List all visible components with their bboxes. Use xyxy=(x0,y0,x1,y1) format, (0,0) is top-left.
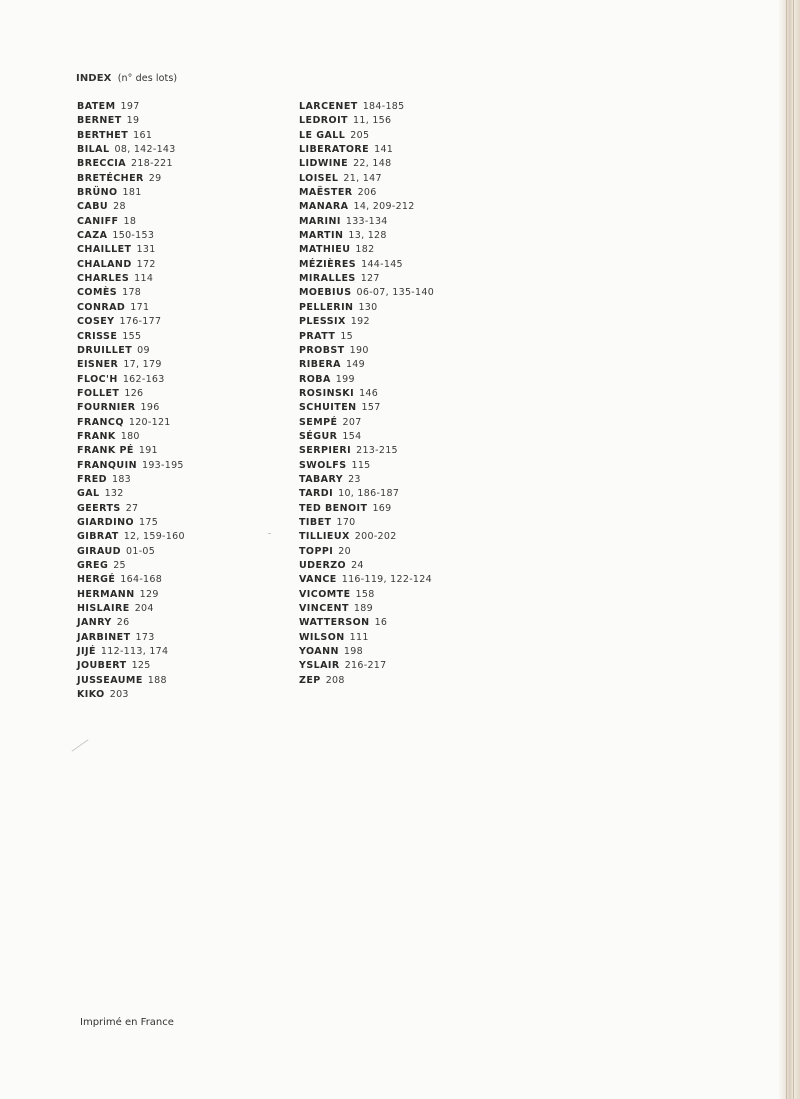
index-entry xyxy=(299,430,434,444)
lot-numbers: 132 xyxy=(104,488,124,500)
artist-name: GAL xyxy=(77,488,100,500)
artist-name: MÉZIÈRES xyxy=(299,258,357,270)
index-entry xyxy=(77,545,185,559)
index-entry xyxy=(299,301,434,315)
artist-name: PROBST xyxy=(299,344,345,356)
artist-name: MANARA xyxy=(299,201,349,213)
artist-name: LE GALL xyxy=(299,129,346,141)
lot-numbers: 14, 209-212 xyxy=(353,201,415,213)
artist-name: WATTERSON xyxy=(299,617,370,629)
lot-numbers: 193-195 xyxy=(141,459,184,471)
artist-name: MAËSTER xyxy=(299,187,353,199)
lot-numbers: 181 xyxy=(122,187,142,199)
lot-numbers: 24 xyxy=(351,560,364,571)
lot-numbers: 184-185 xyxy=(362,101,405,112)
binding-line xyxy=(786,0,787,1099)
artist-name: GIARDINO xyxy=(77,516,135,528)
index-entry xyxy=(299,616,434,630)
lot-numbers: 150-153 xyxy=(112,230,155,242)
index-entry xyxy=(299,186,434,200)
lot-numbers: 178 xyxy=(122,287,142,299)
lot-numbers: 155 xyxy=(122,330,142,342)
lot-numbers: 180 xyxy=(120,430,140,442)
lot-numbers: 26 xyxy=(116,617,130,629)
artist-name: HERGÉ xyxy=(77,574,116,586)
index-entry xyxy=(77,200,185,214)
index-entry xyxy=(77,373,185,387)
artist-name: SCHUITEN xyxy=(299,402,357,414)
index-entry xyxy=(299,129,434,143)
lot-numbers: 116-119, 122-124 xyxy=(341,574,432,586)
index-entry xyxy=(77,243,185,257)
artist-name: CONRAD xyxy=(77,301,126,313)
lot-numbers: 12, 159-160 xyxy=(123,531,185,543)
lot-numbers: 20 xyxy=(338,545,351,557)
index-entry xyxy=(77,459,185,473)
index-entry xyxy=(77,487,185,501)
lot-numbers: 01-05 xyxy=(126,545,156,557)
artist-name: BATEM xyxy=(77,101,116,112)
artist-name: LIBERATORE xyxy=(299,144,370,156)
lot-numbers: 216-217 xyxy=(344,660,387,672)
lot-numbers: 129 xyxy=(139,588,159,600)
lot-numbers: 208 xyxy=(325,674,345,686)
artist-name: CRISSE xyxy=(77,330,118,342)
index-entry xyxy=(299,387,434,401)
index-entry xyxy=(77,559,185,573)
lot-numbers: 120-121 xyxy=(128,416,171,428)
index-entry xyxy=(77,100,185,114)
lot-numbers: 19 xyxy=(126,115,140,127)
lot-numbers: 197 xyxy=(120,101,140,112)
artist-name: BERTHET xyxy=(77,129,129,141)
lot-numbers: 09 xyxy=(137,344,150,356)
index-column-left xyxy=(77,100,185,702)
artist-name: MIRALLES xyxy=(299,273,356,285)
index-entry xyxy=(299,473,434,487)
lot-numbers: 141 xyxy=(374,144,394,156)
index-entry xyxy=(299,674,434,688)
lot-numbers: 203 xyxy=(109,689,129,701)
artist-name: SWOLFS xyxy=(299,459,347,471)
index-entry xyxy=(77,616,185,630)
artist-name: BERNET xyxy=(77,115,122,127)
artist-name: VICOMTE xyxy=(299,588,351,600)
index-entry xyxy=(77,301,185,315)
artist-name: BRETÉCHER xyxy=(77,172,144,184)
lot-numbers: 173 xyxy=(135,631,155,643)
lot-numbers: 111 xyxy=(349,631,369,643)
artist-name: HERMANN xyxy=(77,588,135,600)
artist-name: FOLLET xyxy=(77,387,120,399)
artist-name: FRANQUIN xyxy=(77,459,137,471)
index-entry xyxy=(299,258,434,272)
scan-mark xyxy=(72,739,89,751)
index-entry xyxy=(299,401,434,415)
lot-numbers: 176-177 xyxy=(119,316,162,328)
artist-name: TILLIEUX xyxy=(299,531,350,543)
artist-name: CHARLES xyxy=(77,273,130,285)
lot-numbers: 191 xyxy=(138,445,158,457)
lot-numbers: 154 xyxy=(342,430,362,442)
index-entry xyxy=(77,315,185,329)
artist-name: TIBET xyxy=(299,516,332,528)
artist-name: MARTIN xyxy=(299,230,344,242)
artist-name: FLOC'H xyxy=(77,373,118,385)
scan-mark xyxy=(268,533,271,534)
lot-numbers: 198 xyxy=(343,646,363,658)
index-entry xyxy=(77,430,185,444)
artist-name: ROSINSKI xyxy=(299,387,355,399)
index-entry xyxy=(77,286,185,300)
lot-numbers: 189 xyxy=(353,603,373,615)
index-entry xyxy=(77,602,185,616)
artist-name: FRED xyxy=(77,473,107,485)
index-entry xyxy=(299,502,434,516)
index-entry xyxy=(77,330,185,344)
index-entry xyxy=(299,659,434,673)
index-entry xyxy=(77,645,185,659)
index-entry xyxy=(77,401,185,415)
artist-name: JUSSEAUME xyxy=(77,674,143,686)
artist-name: GEERTS xyxy=(77,502,121,514)
lot-numbers: 115 xyxy=(351,459,371,471)
printed-in-note: Imprimé en France xyxy=(80,1017,174,1028)
index-entry xyxy=(299,200,434,214)
artist-name: TARDI xyxy=(299,488,334,500)
lot-numbers: 127 xyxy=(360,273,380,285)
lot-numbers: 157 xyxy=(361,402,381,414)
lot-numbers: 114 xyxy=(134,273,154,285)
lot-numbers: 170 xyxy=(336,516,356,528)
lot-numbers: 06-07, 135-140 xyxy=(356,287,435,299)
index-entry xyxy=(77,631,185,645)
lot-numbers: 21, 147 xyxy=(343,172,382,184)
lot-numbers: 125 xyxy=(131,660,151,672)
artist-name: PRATT xyxy=(299,330,336,342)
index-entry xyxy=(299,100,434,114)
index-entry xyxy=(77,516,185,530)
artist-name: YSLAIR xyxy=(299,660,340,672)
index-entry xyxy=(299,416,434,430)
artist-name: TED BENOIT xyxy=(299,502,368,514)
index-entry xyxy=(299,444,434,458)
lot-numbers: 144-145 xyxy=(361,258,403,270)
artist-name: CABU xyxy=(77,201,109,213)
lot-numbers: 162-163 xyxy=(122,373,165,385)
index-entry xyxy=(299,530,434,544)
index-entry xyxy=(77,258,185,272)
artist-name: TOPPI xyxy=(299,545,334,557)
lot-numbers: 172 xyxy=(136,258,156,270)
artist-name: LEDROIT xyxy=(299,115,348,127)
page-binding-edge xyxy=(778,0,800,1099)
artist-name: MOEBIUS xyxy=(299,287,352,299)
artist-name: MATHIEU xyxy=(299,244,351,256)
index-entry xyxy=(299,229,434,243)
lot-numbers: 15 xyxy=(340,330,354,342)
lot-numbers: 188 xyxy=(147,674,167,686)
artist-name: HISLAIRE xyxy=(77,603,130,615)
index-entry xyxy=(299,143,434,157)
lot-numbers: 146 xyxy=(359,387,379,399)
artist-name: SERPIERI xyxy=(299,445,352,457)
artist-name: GREG xyxy=(77,560,109,571)
lot-numbers: 190 xyxy=(349,344,369,356)
index-entry xyxy=(299,588,434,602)
artist-name: CANIFF xyxy=(77,215,119,227)
index-entry xyxy=(77,114,185,128)
artist-name: COMÈS xyxy=(77,287,118,299)
artist-name: CAZA xyxy=(77,230,108,242)
artist-name: FRANCQ xyxy=(77,416,124,428)
artist-name: VINCENT xyxy=(299,603,349,615)
index-entry xyxy=(299,373,434,387)
artist-name: FOURNIER xyxy=(77,402,136,414)
index-entry xyxy=(77,688,185,702)
index-entry xyxy=(77,157,185,171)
lot-numbers: 213-215 xyxy=(356,445,398,457)
lot-numbers: 207 xyxy=(342,416,362,428)
artist-name: FRANK PÉ xyxy=(77,445,134,457)
lot-numbers: 131 xyxy=(136,244,156,256)
lot-numbers: 13, 128 xyxy=(348,230,387,242)
lot-numbers: 175 xyxy=(139,516,159,528)
index-entry xyxy=(299,631,434,645)
index-column-right xyxy=(299,100,434,688)
artist-name: WILSON xyxy=(299,631,345,643)
artist-name: LOISEL xyxy=(299,172,339,184)
index-entry xyxy=(77,674,185,688)
lot-numbers: 27 xyxy=(125,502,139,514)
artist-name: DRUILLET xyxy=(77,344,133,356)
index-entry xyxy=(299,602,434,616)
index-entry xyxy=(299,243,434,257)
lot-numbers: 171 xyxy=(130,301,150,313)
lot-numbers: 200-202 xyxy=(354,531,397,543)
index-entry xyxy=(77,416,185,430)
lot-numbers: 16 xyxy=(374,617,388,629)
lot-numbers: 23 xyxy=(348,473,361,485)
index-entry xyxy=(299,358,434,372)
lot-numbers: 08, 142-143 xyxy=(114,144,176,156)
artist-name: BRECCIA xyxy=(77,158,127,170)
index-entry xyxy=(299,157,434,171)
lot-numbers: 158 xyxy=(355,588,375,600)
lot-numbers: 17, 179 xyxy=(123,359,162,371)
artist-name: KIKO xyxy=(77,689,105,701)
artist-name: UDERZO xyxy=(299,560,347,571)
lot-numbers: 112-113, 174 xyxy=(100,646,169,658)
index-entry xyxy=(77,530,185,544)
index-entry xyxy=(299,172,434,186)
lot-numbers: 18 xyxy=(123,215,137,227)
lot-numbers: 130 xyxy=(358,301,378,313)
index-entry xyxy=(77,387,185,401)
lot-numbers: 192 xyxy=(350,316,370,328)
lot-numbers: 126 xyxy=(124,387,144,399)
lot-numbers: 29 xyxy=(148,172,162,184)
index-subtitle: (n° des lots) xyxy=(117,73,178,84)
artist-name: RIBERA xyxy=(299,359,341,371)
index-entry xyxy=(299,272,434,286)
lot-numbers: 149 xyxy=(345,359,365,371)
lot-numbers: 182 xyxy=(355,244,375,256)
index-entry xyxy=(77,588,185,602)
index-entry xyxy=(299,215,434,229)
lot-numbers: 161 xyxy=(133,129,153,141)
index-entry xyxy=(77,659,185,673)
lot-numbers: 218-221 xyxy=(131,158,173,170)
artist-name: SÉGUR xyxy=(299,430,338,442)
index-entry xyxy=(77,143,185,157)
artist-name: YOANN xyxy=(299,646,339,658)
index-entry xyxy=(77,473,185,487)
lot-numbers: 25 xyxy=(113,560,126,571)
lot-numbers: 204 xyxy=(134,603,154,615)
artist-name: PELLERIN xyxy=(299,301,354,313)
lot-numbers: 183 xyxy=(111,473,132,485)
lot-numbers: 28 xyxy=(113,201,126,213)
artist-name: FRANK xyxy=(77,430,116,442)
index-entry xyxy=(77,358,185,372)
artist-name: VANCE xyxy=(299,574,337,586)
artist-name: LARCENET xyxy=(299,101,358,112)
index-title: INDEX xyxy=(76,73,112,84)
artist-name: LIDWINE xyxy=(299,158,349,170)
artist-name: GIBRAT xyxy=(77,531,119,543)
lot-numbers: 22, 148 xyxy=(353,158,392,170)
lot-numbers: 196 xyxy=(140,402,160,414)
artist-name: JANRY xyxy=(77,617,112,629)
artist-name: CHALAND xyxy=(77,258,132,270)
lot-numbers: 164-168 xyxy=(120,574,163,586)
index-entry xyxy=(299,645,434,659)
index-entry xyxy=(77,444,185,458)
index-entry xyxy=(299,573,434,587)
lot-numbers: 11, 156 xyxy=(353,115,392,127)
artist-name: GIRAUD xyxy=(77,545,122,557)
artist-name: TABARY xyxy=(299,473,344,485)
artist-name: BILAL xyxy=(77,144,110,156)
index-entry xyxy=(77,573,185,587)
index-entry xyxy=(299,330,434,344)
artist-name: CHAILLET xyxy=(77,244,132,256)
artist-name: SEMPÉ xyxy=(299,416,338,428)
index-entry xyxy=(77,502,185,516)
index-entry xyxy=(299,487,434,501)
artist-name: MARINI xyxy=(299,215,341,227)
artist-name: ZEP xyxy=(299,674,321,686)
artist-name: COSEY xyxy=(77,316,115,328)
index-entry xyxy=(299,459,434,473)
lot-numbers: 206 xyxy=(357,187,377,199)
index-entry xyxy=(77,172,185,186)
artist-name: JOUBERT xyxy=(77,660,127,672)
index-entry xyxy=(299,286,434,300)
index-entry xyxy=(77,344,185,358)
artist-name: JIJÉ xyxy=(77,646,96,658)
index-entry xyxy=(299,114,434,128)
index-heading xyxy=(76,73,177,84)
binding-line xyxy=(793,0,794,1099)
artist-name: EISNER xyxy=(77,359,119,371)
index-entry xyxy=(299,315,434,329)
lot-numbers: 205 xyxy=(350,129,370,141)
index-entry xyxy=(77,272,185,286)
index-entry xyxy=(299,344,434,358)
index-entry xyxy=(299,545,434,559)
artist-name: PLESSIX xyxy=(299,316,346,328)
lot-numbers: 133-134 xyxy=(345,215,388,227)
lot-numbers: 199 xyxy=(335,373,355,385)
lot-numbers: 10, 186-187 xyxy=(338,488,400,500)
artist-name: JARBINET xyxy=(77,631,131,643)
index-entry xyxy=(299,516,434,530)
artist-name: BRÜNO xyxy=(77,187,118,199)
lot-numbers: 169 xyxy=(372,502,392,514)
index-entry xyxy=(299,559,434,573)
index-entry xyxy=(77,129,185,143)
index-entry xyxy=(77,229,185,243)
index-entry xyxy=(77,215,185,229)
index-entry xyxy=(77,186,185,200)
artist-name: ROBA xyxy=(299,373,331,385)
